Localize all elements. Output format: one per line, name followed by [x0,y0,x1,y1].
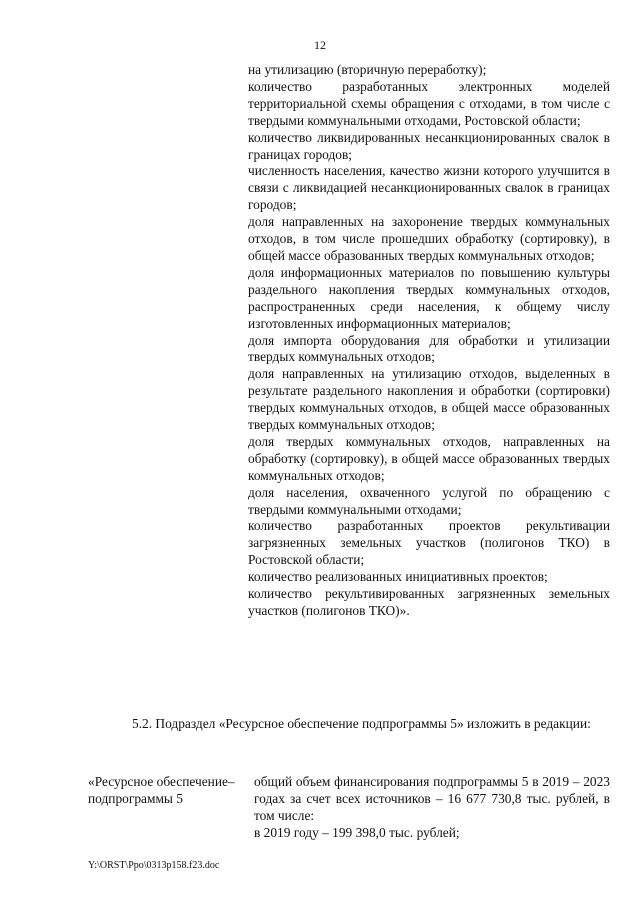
section-paragraph: 5.2. Подраздел «Ресурсное обеспечение подпрограммы 5» изложить в редакции: [132,716,591,731]
resource-line: в 2019 году – 199 398,0 тыс. рублей; [254,825,460,840]
indicator-item: количество рекультивированных загрязненных земельных участков (полигонов ТКО)». [248,586,610,618]
indicator-item: количество разработанных электронных моделей территориальной схемы обращения с отходами, в том числе с твердыми коммунальными отходами, Ростовской области; [248,78,610,128]
indicator-item: доля направленных на утилизацию отходов, выделенных в результате раздельного накопления и обработки (сортировки) твердых коммунальных отходов, в общей массе образованных твердых коммунальных отходов; [248,366,610,433]
indicator-item: количество ликвидированных несанкционированных свалок в границах городов; [248,129,610,162]
indicator-item: численность населения, качество жизни которого улучшится в связи с ликвидацией несанкционированных свалок в границах городов; [248,163,610,213]
indicator-item: доля населения, охваченного услугой по обращению с твердыми коммунальными отходами; [248,484,610,517]
page-number: 12 [314,38,326,52]
resource-line: общий объем финансирования подпрограммы 5 в 2019 – 2023 годах за счет всех источников – 16 677 730,8 тыс. рублей, в том числе: [254,774,610,823]
resource-label: «Ресурсное обеспечение подпрограммы 5 [88,774,228,806]
indicator-item: доля направленных на захоронение твердых коммунальных отходов, в том числе прошедших обработку (сортировку), в общей массе образованных твердых коммунальных отходов; [248,214,610,263]
indicator-item: количество реализованных инициативных проектов; [248,569,548,585]
indicator-item: на утилизацию (вторичную переработку); [248,62,487,77]
indicator-item: доля твердых коммунальных отходов, направленных на обработку (сортировку), в общей массе образованных твердых коммунальных отходов; [248,433,610,483]
file-path-footer: Y:\ORST\Ppo\0313p158.f23.doc [88,860,220,871]
resource-value [254,773,610,841]
indicator-item: доля информационных материалов по повышению культуры раздельного накопления твердых коммунальных отходов, распространенных среди населения, к общему числу изготовленных информационных материалов; [248,264,610,331]
indicator-list [248,62,610,620]
section-5-2 [88,715,610,732]
indicator-item: количество разработанных проектов рекультивации загрязненных земельных участков (полигонов ТКО) в Ростовской области; [248,518,610,568]
indicator-item: доля импорта оборудования для обработки и утилизации твердых коммунальных отходов; [248,332,610,365]
resource-dash: – [228,774,235,789]
